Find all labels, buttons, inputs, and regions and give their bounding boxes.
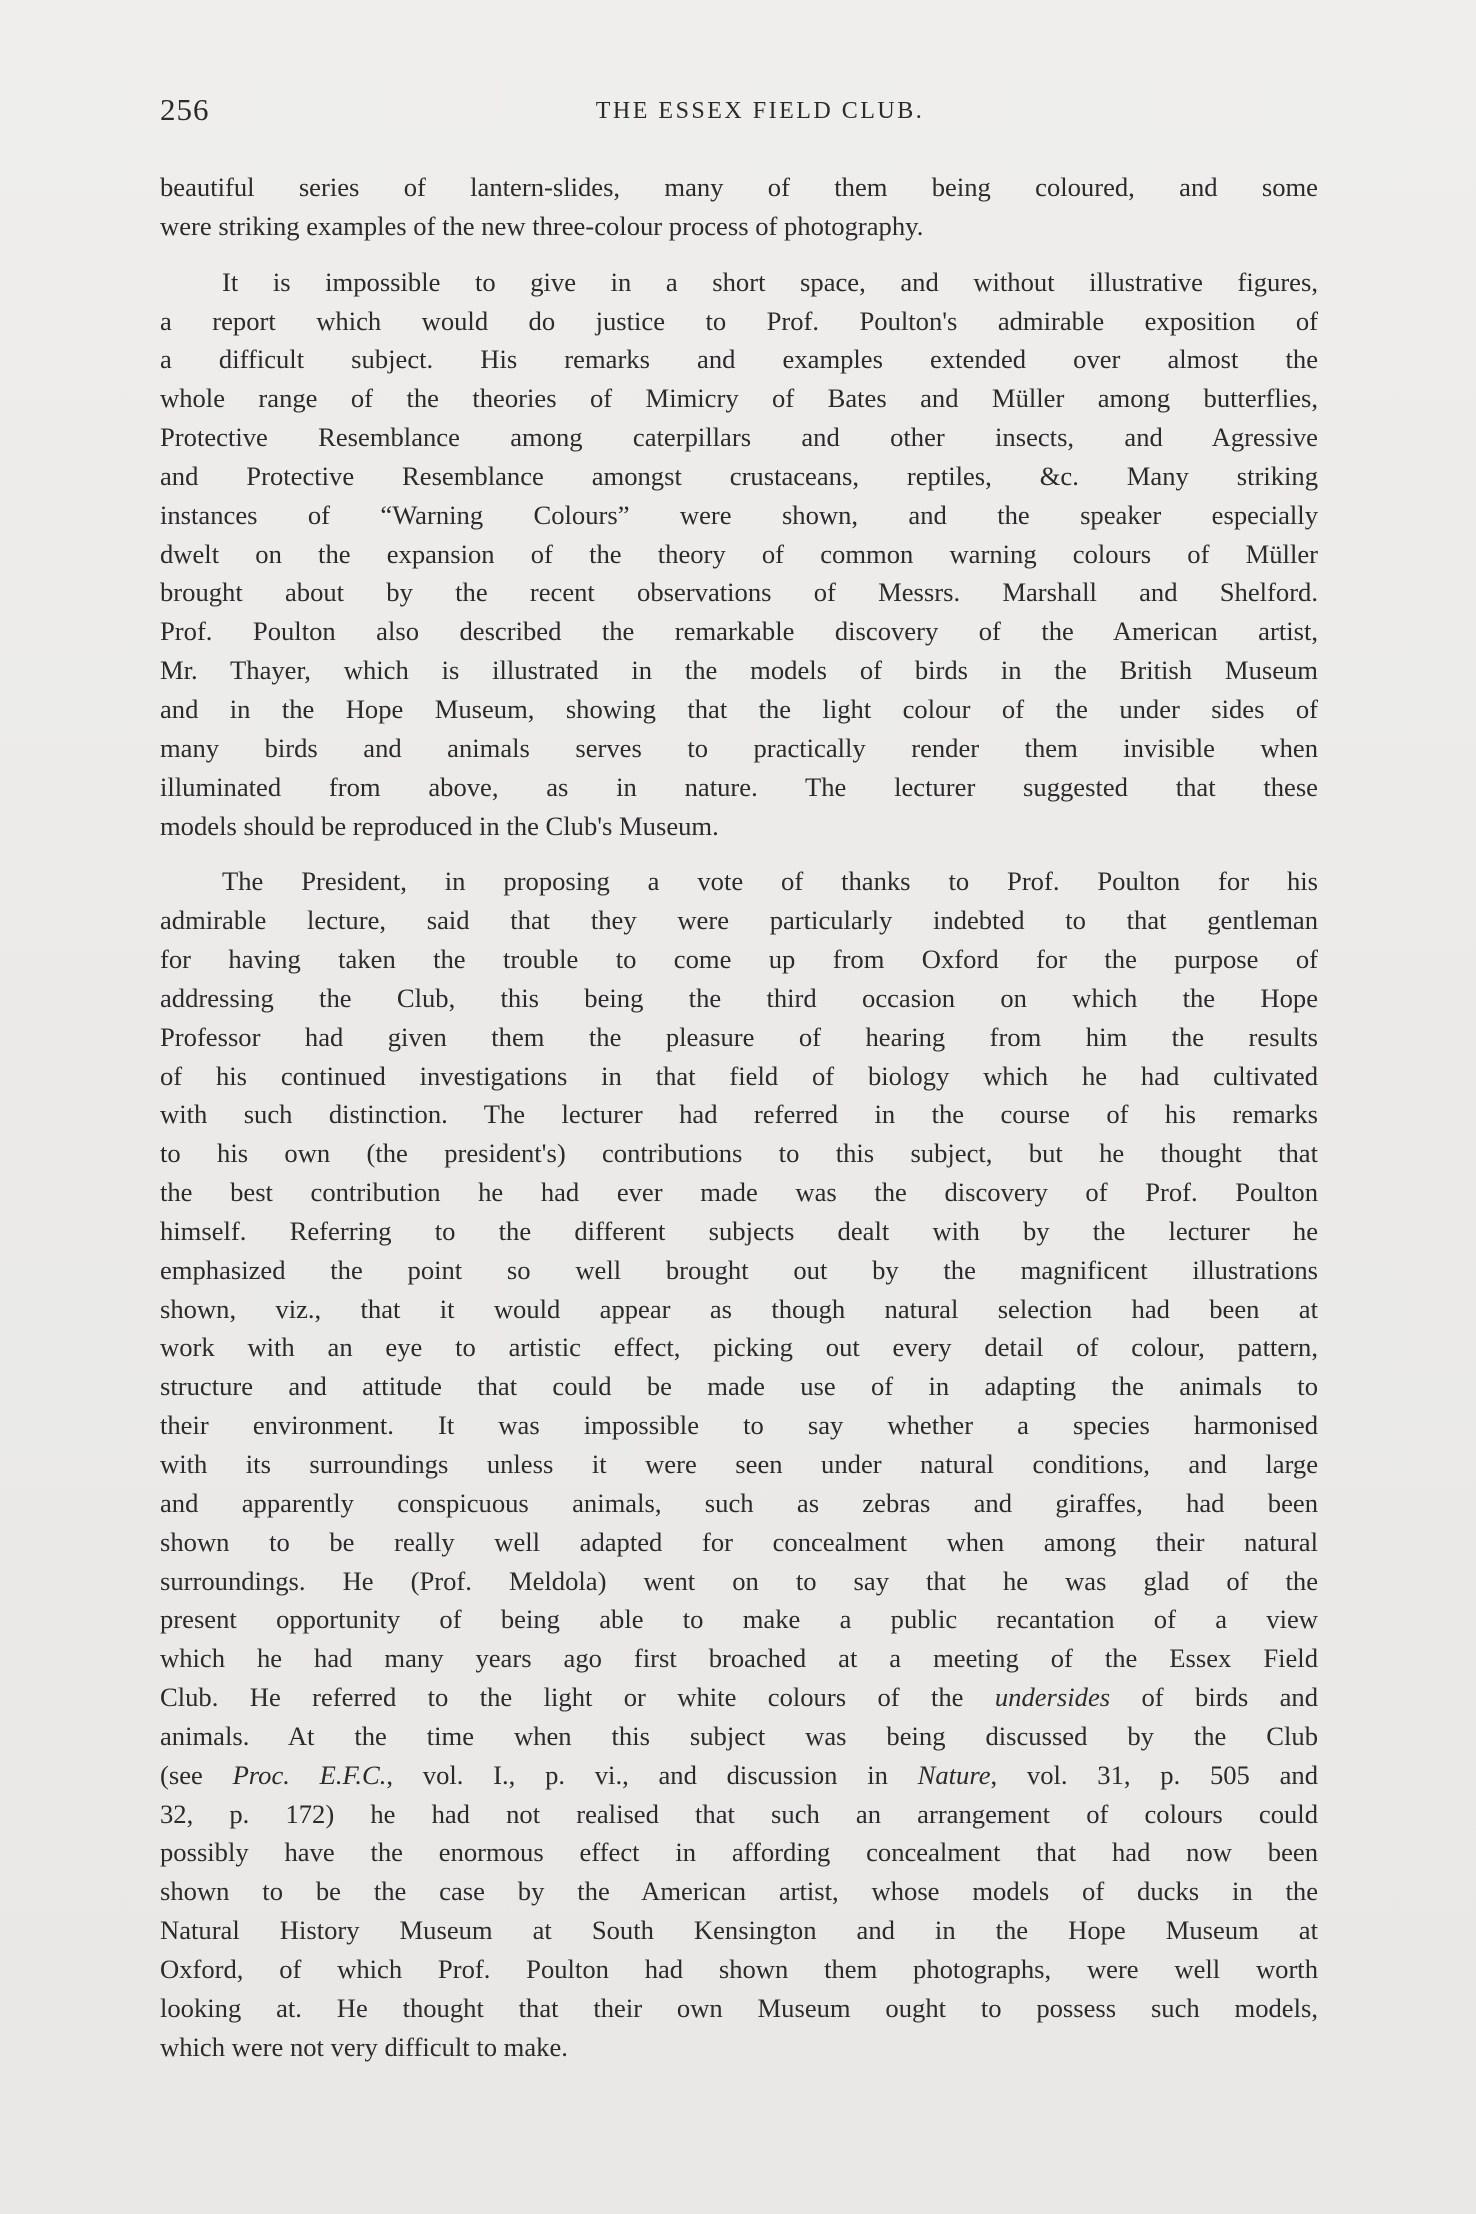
text-line: with its surroundings unless it were seen under natural conditions, and large: [160, 1449, 1318, 1479]
text-line: and Protective Resemblance amongst crustaceans, reptiles, &c. Many striking: [160, 460, 1318, 491]
paragraph-2: [160, 263, 1318, 846]
text-line: brought about by the recent observations of Messrs. Marshall and Shelford.: [160, 577, 1318, 608]
text-line: present opportunity of being able to make a public recantation of a view: [160, 1604, 1318, 1635]
text-line: a report which would do justice to Prof. Poulton's admirable exposition of: [160, 305, 1318, 336]
text-line: illuminated from above, as in nature. The lecturer suggested that these: [160, 771, 1318, 802]
text-line-with-italic: [160, 1678, 1318, 1717]
text-line: of his continued investigations in that field of biology which he had cultivated: [160, 1060, 1318, 1091]
text-line: and in the Hope Museum, showing that the light colour of the under sides of: [160, 693, 1318, 724]
text-line: It is impossible to give in a short space, and without illustrative figures,: [222, 266, 1318, 297]
text-line: whole range of the theories of Mimicry of Bates and Müller among butterflies,: [160, 383, 1318, 414]
paragraph-3: [160, 862, 1318, 2066]
text-line: Prof. Poulton also described the remarkable discovery of the American artist,: [160, 616, 1318, 647]
text-line: Oxford, of which Prof. Poulton had shown them photographs, were well worth: [160, 1953, 1318, 1984]
text-segment: , vol. I., p. vi., and discussion in: [386, 1759, 918, 1790]
paragraph-1: [160, 168, 1318, 246]
text-line: which were not very difficult to make.: [160, 2031, 568, 2062]
text-line: and apparently conspicuous animals, such as zebras and giraffes, had been: [160, 1487, 1318, 1518]
text-line-with-italic: [160, 1756, 1318, 1795]
text-line: 32, p. 172) he had not realised that such an arrangement of colours could: [160, 1798, 1318, 1829]
text-line: himself. Referring to the different subjects dealt with by the lecturer he: [160, 1215, 1318, 1246]
text-line: beautiful series of lantern-slides, many of them being coloured, and some: [160, 172, 1318, 202]
text-line: animals. At the time when this subject was being discussed by the Club: [160, 1720, 1318, 1751]
text-line: dwelt on the expansion of the theory of common warning colours of Müller: [160, 538, 1318, 569]
text-line: Mr. Thayer, which is illustrated in the models of birds in the British Museum: [160, 655, 1318, 686]
text-line: admirable lecture, said that they were particularly indebted to that gentleman: [160, 905, 1318, 936]
text-line: instances of “Warning Colours” were shown, and the speaker especially: [160, 499, 1318, 530]
italic-journal: Nature: [917, 1759, 991, 1790]
text-segment: (see: [160, 1759, 233, 1790]
text-line: Professor had given them the pleasure of hearing from him the results: [160, 1021, 1318, 1052]
text-segment: of birds and: [1110, 1682, 1318, 1713]
text-line: Natural History Museum at South Kensington and in the Hope Museum at: [160, 1915, 1318, 1946]
text-line: The President, in proposing a vote of thanks to Prof. Poulton for his: [222, 866, 1318, 897]
italic-term: undersides: [994, 1682, 1111, 1713]
text-line: surroundings. He (Prof. Meldola) went on to say that he was glad of the: [160, 1565, 1318, 1596]
text-line: emphasized the point so well brought out by the magnificent illustrations: [160, 1254, 1318, 1285]
running-head: THE ESSEX FIELD CLUB.: [595, 98, 925, 124]
text-line: possibly have the enormous effect in affording concealment that had now been: [160, 1837, 1318, 1868]
text-line: shown, viz., that it would appear as though natural selection had been at: [160, 1293, 1318, 1324]
text-line: looking at. He thought that their own Museum ought to possess such models,: [160, 1992, 1318, 2023]
text-line: work with an eye to artistic effect, picking out every detail of colour, pattern,: [160, 1332, 1318, 1363]
page-number: 256: [160, 92, 210, 127]
text-line: Protective Resemblance among caterpillars and other insects, and Agressive: [160, 422, 1318, 453]
text-line: the best contribution he had ever made was the discovery of Prof. Poulton: [160, 1177, 1318, 1208]
text-line: to his own (the president's) contributions to this subject, but he thought that: [160, 1138, 1318, 1169]
text-line: their environment. It was impossible to say whether a species harmonised: [160, 1410, 1318, 1441]
text-line: for having taken the trouble to come up from Oxford for the purpose of: [160, 944, 1318, 975]
text-line: models should be reproduced in the Club's Museum.: [160, 810, 719, 841]
text-line: addressing the Club, this being the third occasion on which the Hope: [160, 982, 1318, 1013]
text-line: shown to be the case by the American artist, whose models of ducks in the: [160, 1876, 1318, 1907]
text-line: were striking examples of the new three-colour process of photography.: [160, 210, 924, 241]
text-line: a difficult subject. His remarks and examples extended over almost the: [160, 344, 1318, 375]
text-line: structure and attitude that could be made use of in adapting the animals to: [160, 1371, 1318, 1402]
body-text: [160, 168, 1318, 2067]
text-line: shown to be really well adapted for concealment when among their natural: [160, 1526, 1318, 1557]
text-segment: , vol. 31, p. 505 and: [990, 1759, 1318, 1790]
page-header: [160, 92, 1320, 132]
text-line: with such distinction. The lecturer had referred in the course of his remarks: [160, 1099, 1318, 1130]
text-line: which he had many years ago first broached at a meeting of the Essex Field: [160, 1643, 1318, 1674]
text-line: many birds and animals serves to practically render them invisible when: [160, 732, 1318, 763]
italic-citation: Proc. E.F.C.: [232, 1759, 387, 1790]
text-segment: Club. He referred to the light or white colours of the: [160, 1682, 995, 1713]
